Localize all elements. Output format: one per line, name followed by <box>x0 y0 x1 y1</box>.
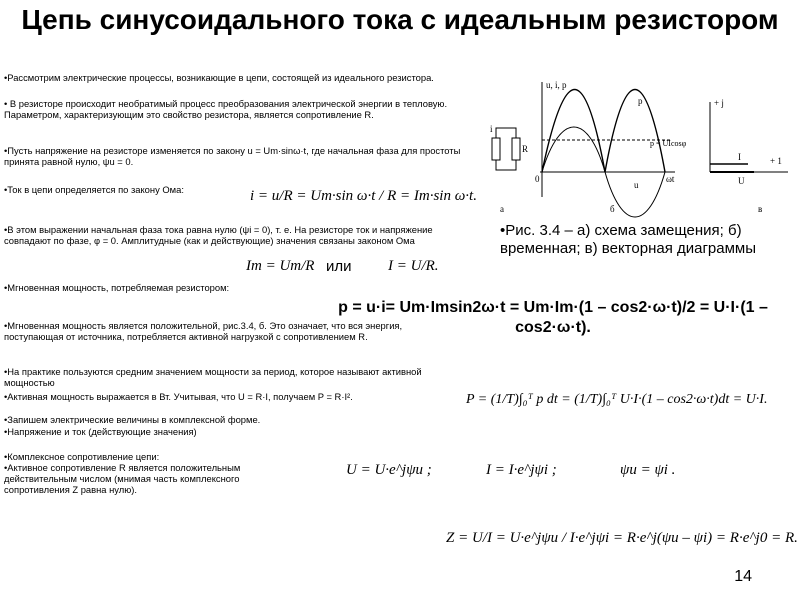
formula-impedance: Z = U/I = U·e^jψu / I·e^jψi = R·e^j(ψu – ψi) = R·e^j0 = R. <box>446 530 798 546</box>
bullet-12: •Комплексное сопротивление цепи: <box>4 451 160 462</box>
vector-diagram <box>710 98 788 214</box>
bullet-5: •В этом выражении начальная фаза тока равна нулю (ψi = 0), т. е. На резисторе ток и напряжение совпадают по фазе, φ = 0. Амплитудные (как и действующие) значения связаны законом Ома <box>4 224 433 246</box>
bullet-2: • В резисторе происходит необратимый процесс преобразования электрической энергии в тепловую. Параметром, характеризующим это свойство резистора, является сопротивление R. <box>4 98 448 120</box>
label-zero: 0 <box>535 174 540 184</box>
bullet-6: •Мгновенная мощность, потребляемая резистором: <box>4 282 230 293</box>
formula-power-instant: p = u·i= Um·Imsin2ω·t = Um·Im·(1 – cos2·ω·t)/2 = U·I·(1 – cos2·ω·t). <box>338 299 768 336</box>
bullet-1: •Рассмотрим электрические процессы, возникающие в цепи, состоящей из идеального резистора. <box>4 72 434 83</box>
label-resistor-r: R <box>522 144 529 154</box>
bullet-9: •Активная мощность выражается в Вт. Учитывая, что U = R·I, получаем P = R·I². <box>4 391 353 402</box>
bullet-4: •Ток в цепи определяется по закону Ома: <box>4 184 184 195</box>
label-vector-u: U <box>738 176 745 186</box>
slide-title: Цепь синусоидального тока с идеальным резистором <box>21 4 779 35</box>
formula-complex-current: I = I·e^jψi ; <box>486 462 557 478</box>
timing-diagram <box>535 80 687 217</box>
circuit-diagram <box>490 124 528 214</box>
label-part-b: б <box>610 204 615 214</box>
label-omega-t: ωt <box>666 174 675 184</box>
label-plus-j: + j <box>714 98 724 108</box>
bullet-11: •Напряжение и ток (действующие значения) <box>4 426 197 437</box>
figure-caption: •Рис. 3.4 – а) схема замещения; б) временная; в) векторная диаграммы <box>500 222 757 257</box>
label-u: u <box>634 180 639 190</box>
label-part-v: в <box>758 204 763 214</box>
power-curve <box>542 90 665 173</box>
label-vector-i: I <box>738 152 741 162</box>
label-p-average: p = UIcosφ <box>650 139 687 148</box>
label-plus-1: + 1 <box>770 156 782 166</box>
bullet-3: •Пусть напряжение на резисторе изменяется по закону u = Um·sinω·t, где начальная фаза для простоты принята равной нулю, ψu = 0. <box>4 145 461 167</box>
label-current-i: i <box>490 124 493 134</box>
bullet-13: •Активное сопротивление R является положительным действительным числом (мнимая часть комплексного сопротивления Z равна нулю). <box>4 462 241 495</box>
bullet-7: •Мгновенная мощность является положительной, рис.3.4, б. Это означает, что вся энергия, поступающая от источника, потребляется активной нагрузкой с сопротивлением R. <box>4 320 403 342</box>
formula-or: или <box>326 258 352 275</box>
label-p: p <box>638 96 643 106</box>
formula-ohm-instant: i = u/R = Um·sin ω·t / R = Im·sin ω·t. <box>250 188 477 204</box>
bullet-10: •Запишем электрические величины в комплексной форме. <box>4 414 261 425</box>
figure-3-4 <box>470 72 790 222</box>
formula-power-average: P = (1/T)∫₀ᵀ p dt = (1/T)∫₀ᵀ U·I·(1 – cos2·ω·t)dt = U·I. <box>466 392 768 407</box>
formula-ohm-rms: I = U/R. <box>388 258 439 274</box>
label-part-a: а <box>500 204 504 214</box>
bullet-8: •На практике пользуются средним значением мощности за период, которое называют активной мощностью <box>4 366 422 388</box>
label-u-i-p: u, i, p <box>546 80 567 90</box>
formula-phase-equal: ψu = ψi . <box>620 462 676 478</box>
formula-ohm-amplitude: Im = Um/R <box>246 258 315 274</box>
formula-complex-voltage: U = U·e^jψu ; <box>346 462 432 478</box>
page-number: 14 <box>734 568 752 585</box>
